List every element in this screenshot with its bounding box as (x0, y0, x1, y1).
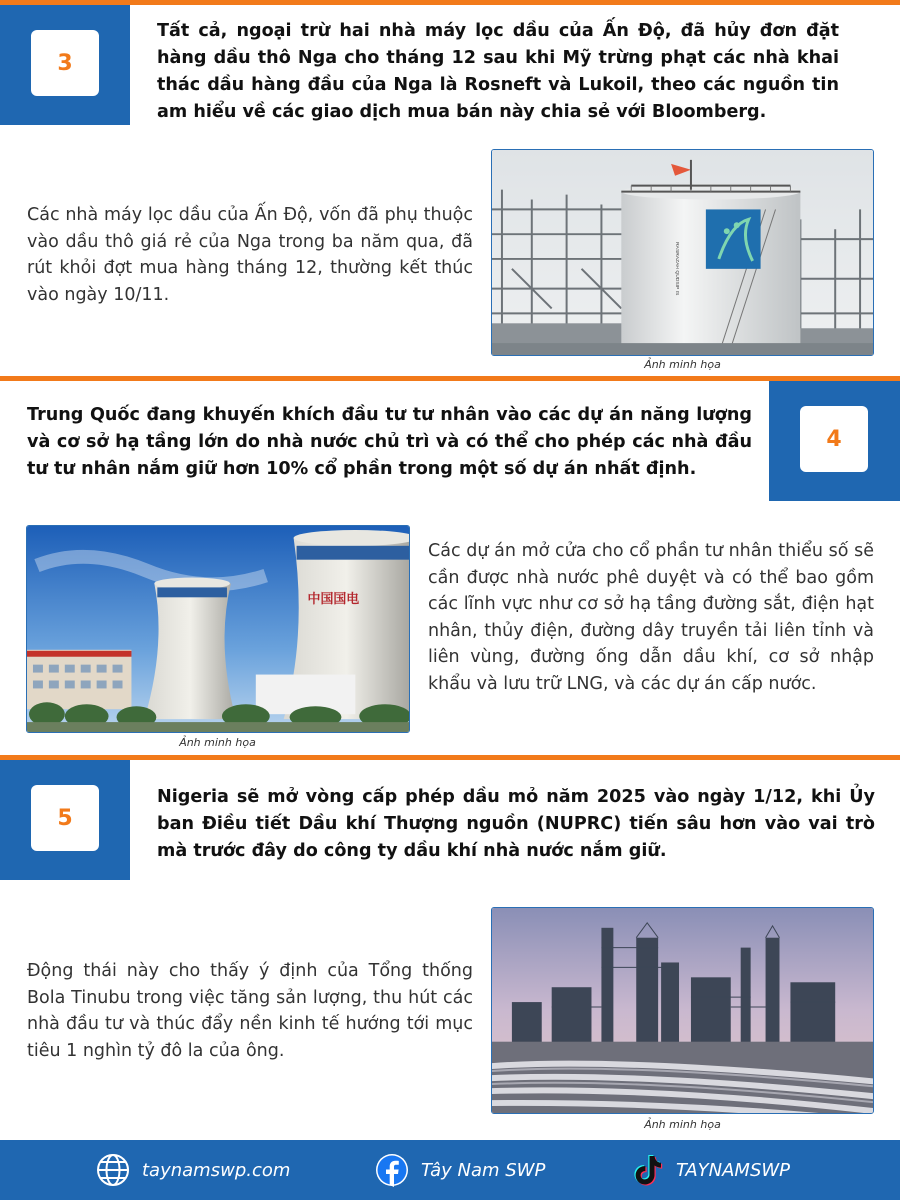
section-3-headline: Tất cả, ngoại trừ hai nhà máy lọc dầu của Ấn Độ, đã hủy đơn đặt hàng dầu thô Nga cho tháng 12 sau khi Mỹ trừng phạt các nhà khai thác dầu hàng đầu của Nga là Rosneft và Lukoil, theo các nguồn tin am hiểu về các giao dịch mua bán này chia sẻ với Bloomberg. (157, 21, 839, 122)
section-5-headline: Nigeria sẽ mở vòng cấp phép dầu mỏ năm 2025 vào ngày 1/12, khi Ủy ban Điều tiết Dầu khí Thượng nguồn (NUPRC) tiến sâu hơn vào vai trò mà trước đây do công ty dầu khí nhà nước nắm giữ. (157, 787, 875, 861)
tiktok-icon (632, 1153, 664, 1187)
section-5-body: Động thái này cho thấy ý định của Tổng thống Bola Tinubu trong việc tăng sản lượng, thu hút các nhà đầu tư và thúc đẩy nền kinh tế hướng tới mục tiêu 1 nghìn tỷ đô la của ông. (27, 961, 473, 1061)
section-4-photo-cooling-towers (26, 525, 410, 733)
section-3-caption: Ảnh minh họa (644, 358, 721, 371)
section-5-photo-oil-refinery (491, 907, 874, 1114)
section-4-headline: Trung Quốc đang khuyến khích đầu tư tư nhân vào các dự án năng lượng và cơ sở hạ tầng lớn do nhà nước chủ trì và có thể cho phép các nhà đầu tư tư nhân nắm giữ hơn 10% cổ phần trong một số dự án nhất định. (27, 405, 752, 479)
footer-bar (0, 1140, 900, 1200)
section-5-divider (0, 755, 900, 760)
section-5-number: 5 (31, 785, 99, 851)
tower-logo-text: 中国国电 (307, 591, 360, 607)
facebook-icon (375, 1153, 409, 1187)
top-divider (0, 0, 900, 5)
footer-facebook-link[interactable] (375, 1140, 545, 1200)
section-4-number: 4 (800, 406, 868, 472)
globe-icon (96, 1153, 130, 1187)
section-3-photo-refinery-tank (491, 149, 874, 356)
footer-tiktok-text: TAYNAMSWP (676, 1159, 791, 1181)
footer-tiktok-link[interactable] (632, 1140, 790, 1200)
section-5-caption: Ảnh minh họa (644, 1118, 721, 1131)
footer-website-text: taynamswp.com (142, 1159, 291, 1181)
tank-logo-text: RASRAZAH QUDSIP IS (674, 242, 680, 296)
footer-website-link[interactable] (96, 1140, 290, 1200)
section-3-body: Các nhà máy lọc dầu của Ấn Độ, vốn đã phụ thuộc vào dầu thô giá rẻ của Nga trong ba năm qua, đã rút khỏi đợt mua hàng tháng 12, thường kết thúc vào ngày 10/11. (27, 205, 473, 305)
section-3-number: 3 (31, 30, 99, 96)
footer-facebook-text: Tây Nam SWP (421, 1159, 546, 1181)
section-4-body: Các dự án mở cửa cho cổ phần tư nhân thiểu số sẽ cần được nhà nước phê duyệt và có thể bao gồm các lĩnh vực như cơ sở hạ tầng đường sắt, điện hạt nhân, thủy điện, đường dây truyền tải liên tỉnh và liên vùng, đường ống dẫn dầu khí, cơ sở nhập khẩu và lưu trữ LNG, và các dự án cấp nước. (428, 541, 874, 694)
section-4-divider (0, 376, 900, 381)
section-4-caption: Ảnh minh họa (179, 736, 256, 749)
